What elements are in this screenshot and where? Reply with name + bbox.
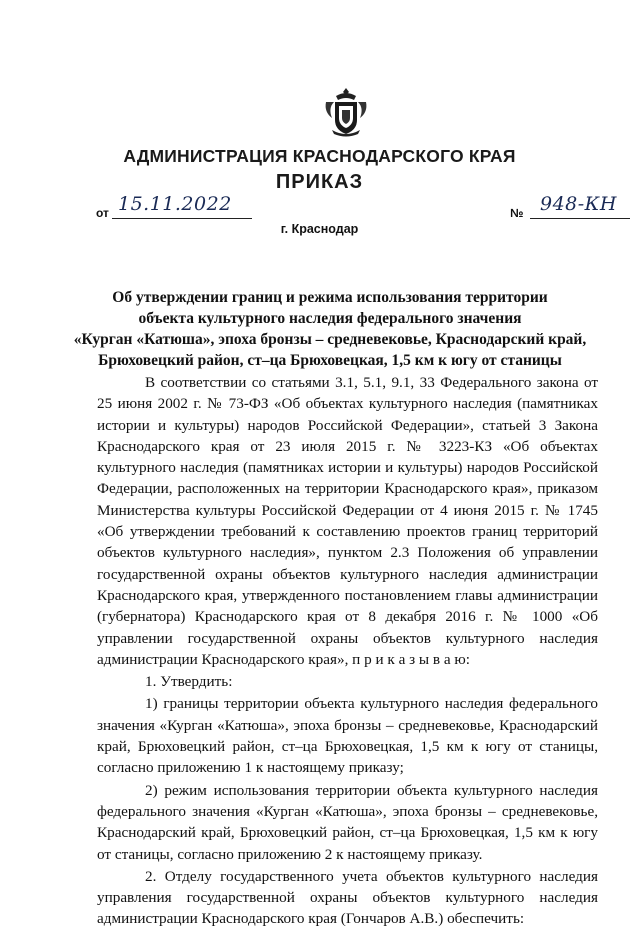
body-paragraph: 1. Утвердить: (145, 673, 233, 691)
title-line: объекта культурного наследия федерального значения (138, 310, 522, 327)
document-type: ПРИКАЗ (275, 171, 364, 193)
number-label: № (510, 206, 524, 220)
document-body (97, 372, 598, 931)
title-line: «Курган «Катюша», эпоха бронзы – средневековье, Краснодарский край, (73, 331, 587, 348)
date-underline (112, 218, 252, 219)
title-line: Об утверждении границ и режима использования территории (112, 289, 548, 306)
body-paragraph: 2) режим использования территории объекта культурного наследия федерального значения «Курган «Катюша», эпоха бронзы – средневековье, Краснодарский край, Брюховецкий район, ст–ца Брюховецкая, 1,5 км к югу от станицы, согласно приложению 2 к настоящему приказу. (97, 781, 598, 863)
body-paragraph: 1) границы территории объекта культурного наследия федерального значения «Курган «Катюша», эпоха бронзы – средневековье, Краснодарский край, Брюховецкий район, ст–ца Брюховецкая, 1,5 км к югу от станицы, согласно приложению 1 к настоящему приказу; (97, 695, 598, 777)
coat-of-arms-icon (322, 86, 370, 138)
number-handwritten: 948-КН (540, 193, 617, 215)
document-title (60, 287, 600, 371)
body-paragraph: В соответствии со статьями 3.1, 5.1, 9.1, 33 Федерального закона от 25 июня 2002 г. № 73-ФЗ «Об объектах культурного наследия (памятниках истории и культуры) народов Российской Федерации», статьей 3 Закона Краснодарского края от 23 июля 2015 г. № 3223-КЗ «Об объектах культурного наследия (памятниках истории и культуры) народов Российской Федерации, расположенных на территории Краснодарского края», приказом Министерства культуры Российской Федерации от 4 июня 2015 г. № 1745 «Об утверждении требований к составлению проектов границ территорий объектов культурного наследия», пунктом 2.3 Положения об управлении государственной охраны объектов культурного наследия администрации Краснодарского края, утвержденного постановлением главы администрации (губернатора) Краснодарского края от 8 декабря 2016 г. № 1000 «Об управлении государственной охраны объектов культурного наследия администрации Краснодарского края», п р и к а з ы в а ю: (97, 374, 598, 668)
date-label: от (96, 206, 109, 220)
date-handwritten: 15.11.2022 (118, 193, 232, 215)
organization-title: АДМИНИСТРАЦИЯ КРАСНОДАРСКОГО КРАЯ (123, 146, 516, 166)
body-paragraph: 2. Отделу государственного учета объектов культурного наследия управления государственной охраны объектов культурного наследия администрации Краснодарского края (Гончаров А.В.) обеспечить: (97, 867, 598, 928)
city: г. Краснодар (280, 222, 359, 236)
number-underline (530, 218, 630, 219)
title-line: Брюховецкий район, ст–ца Брюховецкая, 1,5 км к югу от станицы (98, 352, 562, 369)
